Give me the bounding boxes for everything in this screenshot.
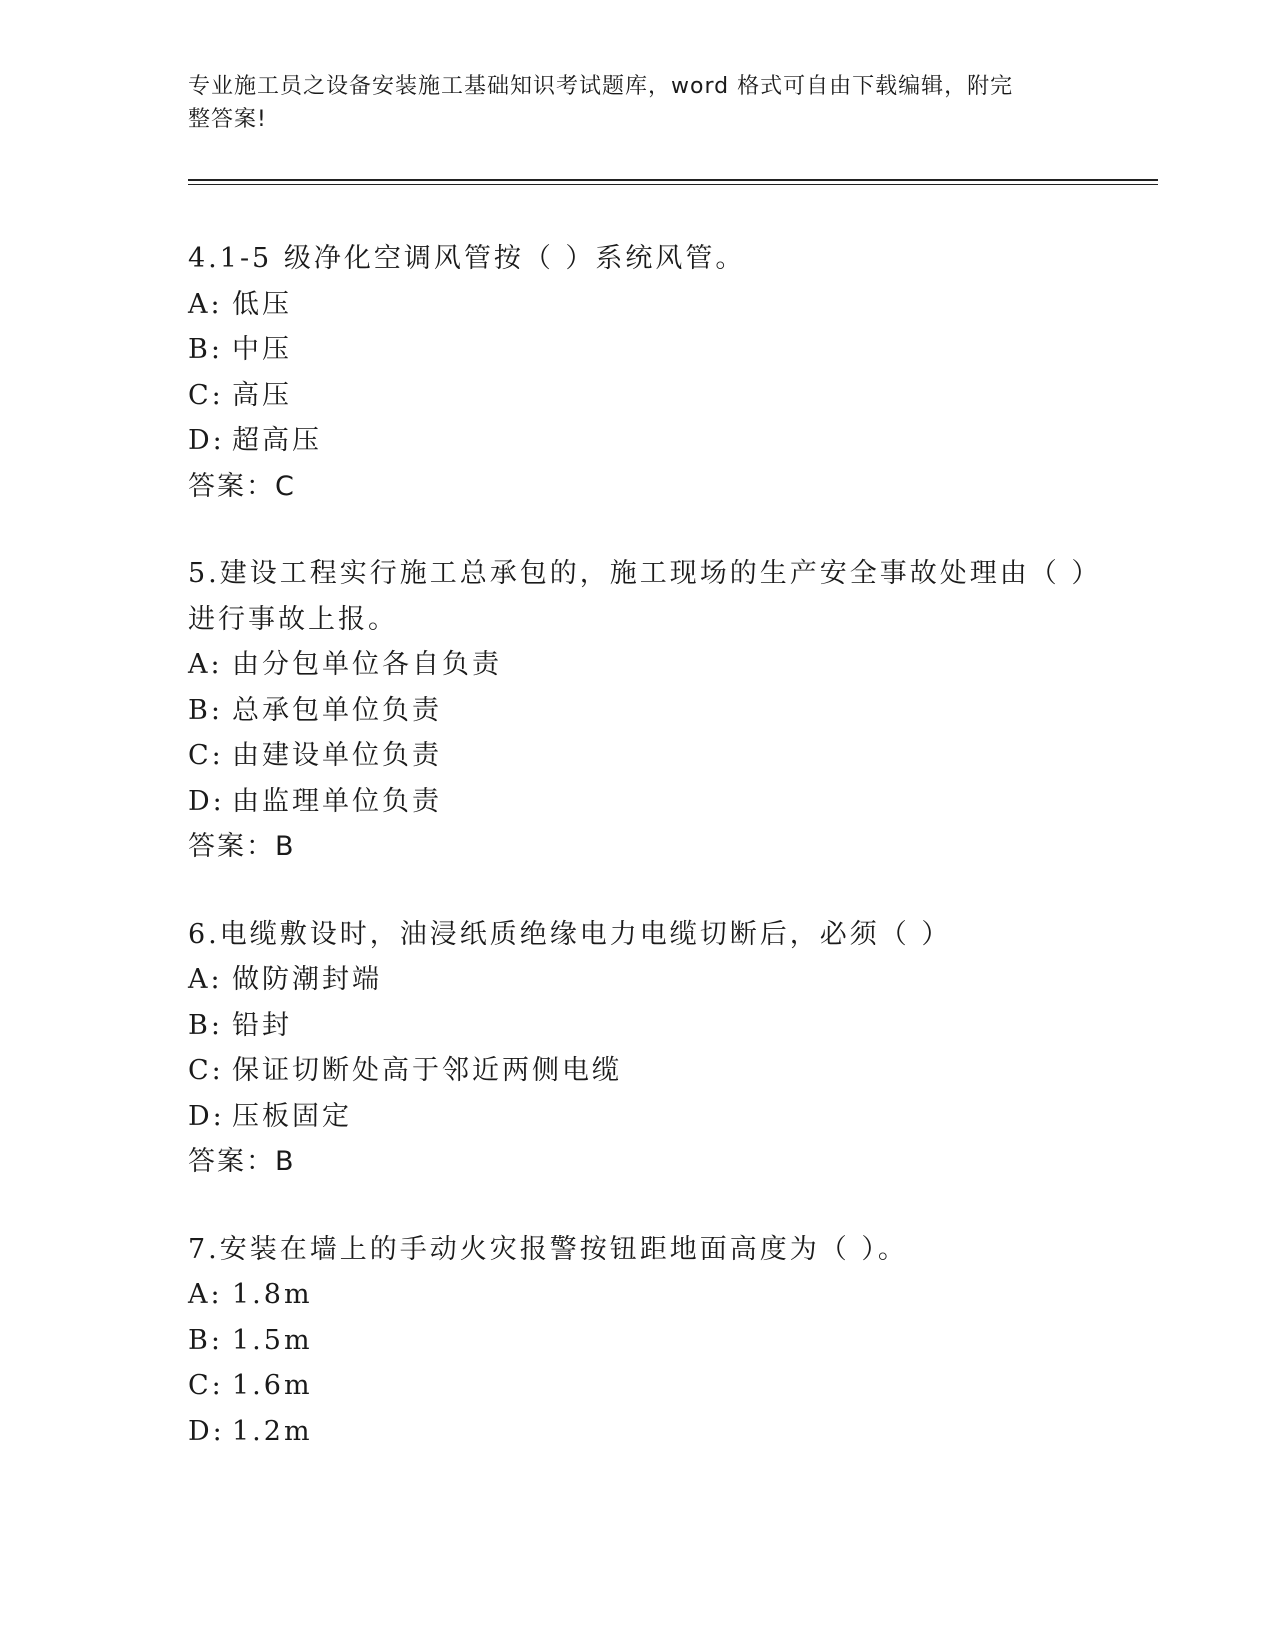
option-text: 1.8m (232, 1279, 313, 1310)
option-key: C: (188, 740, 224, 771)
header-divider-thin (188, 184, 1158, 185)
option-key: D: (188, 1415, 225, 1447)
option-key: A: (188, 964, 223, 995)
option-key: D: (188, 1100, 225, 1132)
question-list (188, 236, 1102, 1496)
option-key: C: (188, 379, 224, 411)
option-text: 做防潮封端 (232, 964, 382, 995)
answer-line: 答案：B (188, 831, 296, 862)
question-text: 4.1-5 级净化空调风管按（ ）系统风管。 (188, 243, 746, 274)
option-text: 铅封 (232, 1009, 292, 1041)
option-c (188, 373, 1088, 419)
option-b (188, 1003, 1088, 1049)
question-text: 5.建设工程实行施工总承包的，施工现场的生产安全事故处理由（ ） (188, 558, 1102, 589)
option-text: 1.2m (232, 1415, 313, 1447)
option-key: D: (188, 425, 225, 456)
option-key: B: (188, 334, 223, 365)
option-text: 1.6m (232, 1370, 313, 1401)
option-d (188, 418, 1088, 464)
option-text: 保证切断处高于邻近两侧电缆 (232, 1055, 622, 1086)
option-b (188, 327, 1088, 373)
option-text: 由分包单位各自负责 (232, 649, 502, 680)
option-key: D: (188, 785, 225, 817)
option-c (188, 1048, 1088, 1094)
option-key: B: (188, 1324, 223, 1356)
option-text: 总承包单位负责 (232, 694, 442, 726)
option-text: 1.5m (232, 1324, 313, 1356)
option-c (188, 733, 1088, 779)
question-5 (188, 551, 1102, 870)
question-6 (188, 912, 1088, 1185)
option-key: C: (188, 1370, 224, 1401)
option-key: A: (188, 288, 223, 320)
document-header (188, 70, 1068, 136)
option-a (188, 642, 1088, 688)
option-text: 压板固定 (232, 1100, 352, 1132)
option-key: C: (188, 1055, 224, 1086)
option-text: 由建设单位负责 (232, 740, 442, 771)
question-text: 7.安装在墙上的手动火灾报警按钮距地面高度为（ ）。 (188, 1233, 908, 1265)
option-key: A: (188, 1279, 223, 1310)
option-d (188, 1094, 1088, 1140)
question-text-continued: 进行事故上报。 (188, 603, 398, 635)
option-text: 高压 (232, 379, 292, 411)
option-d (188, 779, 1088, 825)
option-text: 低压 (232, 288, 292, 320)
option-b (188, 688, 1088, 734)
option-text: 超高压 (232, 425, 322, 456)
option-key: A: (188, 649, 223, 680)
header-divider-thick (188, 179, 1158, 181)
option-text: 由监理单位负责 (232, 785, 442, 817)
answer-line: 答案：B (188, 1146, 296, 1177)
option-c (188, 1363, 1088, 1409)
option-b (188, 1318, 1088, 1364)
option-a (188, 282, 1088, 328)
question-4 (188, 236, 1088, 509)
option-key: B: (188, 694, 223, 726)
option-a (188, 1272, 1088, 1318)
answer-line: 答案：C (188, 470, 296, 502)
option-key: B: (188, 1009, 223, 1041)
header-line-2: 整答案! (188, 107, 267, 132)
question-7 (188, 1227, 1088, 1455)
option-d (188, 1409, 1088, 1455)
option-text: 中压 (232, 334, 292, 365)
header-line-1: 专业施工员之设备安装施工基础知识考试题库，word 格式可自由下载编辑，附完 (188, 74, 1014, 99)
question-text: 6.电缆敷设时，油浸纸质绝缘电力电缆切断后，必须（ ） (188, 918, 952, 950)
option-a (188, 957, 1088, 1003)
